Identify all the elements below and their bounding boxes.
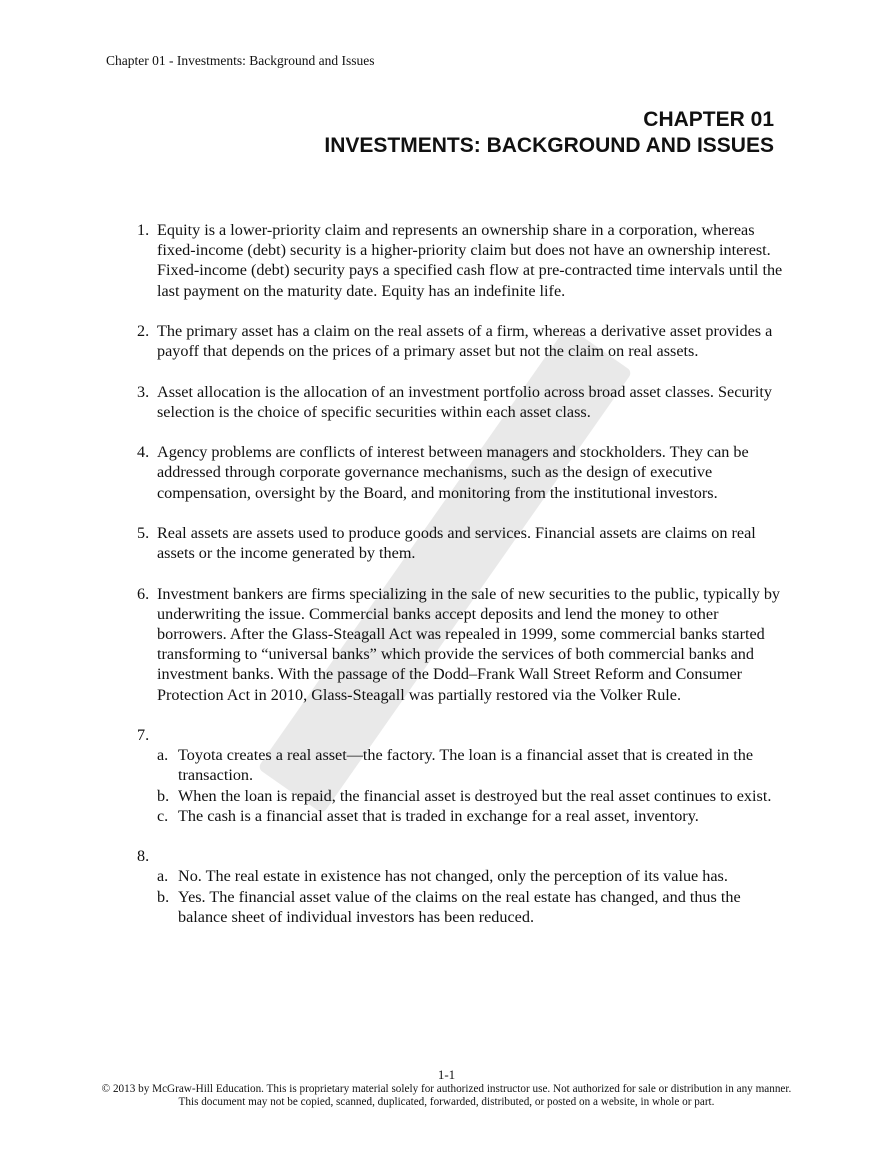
sub-answer-list — [157, 866, 787, 927]
answer-item — [137, 523, 787, 563]
sub-answer — [157, 806, 787, 826]
answer-text: Investment bankers are firms specializing in the sale of new securities to the public, typically by underwriting the issue. Commercial banks accept deposits and lend the money to other borrowers. After the Glass-Steagall Act was repealed in 1999, some commercial banks started transforming to “universal banks” which provide the services of both commercial banks and investment banks. With the passage of the Dodd–Frank Wall Street Reform and Consumer Protection Act in 2010, Glass-Steagall was partially restored via the Volker Rule. — [157, 584, 781, 704]
answer-number: 4. — [137, 443, 150, 462]
answer-text: Equity is a lower-priority claim and represents an ownership share in a corporation, whereas fixed-income (debt) security is a higher-priority claim but does not have an ownership interest. Fixed-income (debt) security pays a specified cash flow at pre-contracted time intervals until the last payment on the maturity date. Equity has an indefinite life. — [157, 221, 783, 300]
answer-text: Asset allocation is the allocation of an investment portfolio across broad asset classes. Security selection is the choice of specific securities within each asset class. — [157, 382, 772, 421]
chapter-number: CHAPTER 01 — [643, 108, 774, 131]
answer-text: Real assets are assets used to produce goods and services. Financial assets are claims on real assets or the income generated by them. — [157, 523, 756, 563]
answer-number: 8. — [137, 847, 150, 866]
sub-answer-text: Yes. The financial asset value of the claims on the real estate has changed, and thus the balance sheet of individual investors has been reduced. — [178, 887, 741, 926]
answer-text: Agency problems are conflicts of interest between managers and stockholders. They can be addressed through corporate governance mechanisms, such as the design of executive compensation, oversight by the Board, and monitoring from the institutional investors. — [157, 443, 749, 502]
answer-number: 7. — [137, 725, 150, 744]
sub-answer-letter: a. — [157, 746, 169, 765]
sub-answer-list — [157, 745, 787, 826]
sub-answer — [157, 887, 787, 927]
answer-number: 2. — [137, 322, 150, 340]
sub-answer-letter: b. — [157, 786, 170, 805]
answer-text: The primary asset has a claim on the real assets of a firm, whereas a derivative asset provides a payoff that depends on the prices of a primary asset but not the claim on real assets. — [157, 322, 773, 361]
answer-item — [137, 846, 787, 927]
answer-item — [137, 321, 787, 361]
answer-item — [137, 442, 787, 503]
answer-item — [137, 382, 787, 422]
answer-number: 6. — [137, 584, 150, 603]
answer-item — [137, 584, 787, 705]
page-number: 1-1 — [437, 1067, 456, 1082]
sub-answer — [157, 866, 787, 886]
chapter-title: INVESTMENTS: BACKGROUND AND ISSUES — [324, 134, 774, 157]
sub-answer-letter: a. — [157, 867, 169, 886]
answer-list — [137, 220, 787, 947]
answer-number: 3. — [137, 382, 150, 401]
running-header: Chapter 01 - Investments: Background and Issues — [106, 53, 375, 68]
sub-answer-text: No. The real estate in existence has not changed, only the perception of its value has. — [178, 867, 728, 886]
sub-answer-letter: b. — [157, 887, 170, 906]
sub-answer-text: When the loan is repaid, the financial asset is destroyed but the real asset continues to exist. — [178, 786, 772, 805]
answer-item — [137, 725, 787, 826]
chapter-heading — [324, 107, 774, 159]
sub-answer-text: The cash is a financial asset that is traded in exchange for a real asset, inventory. — [178, 806, 699, 825]
copyright-notice: © 2013 by McGraw-Hill Education. This is proprietary material solely for authorized instructor use. Not authorized for sale or distribution in any manner. This document may not be copied, scanned, duplicated, forwarded, distributed, or posted on a website, in whole or part. — [101, 1083, 792, 1108]
sub-answer — [157, 745, 787, 785]
sub-answer-text: Toyota creates a real asset—the factory. The loan is a financial asset that is created in the transaction. — [178, 746, 754, 785]
answer-number: 1. — [137, 221, 150, 239]
answer-item — [137, 220, 787, 301]
sub-answer-letter: c. — [157, 806, 169, 825]
page-footer — [100, 1068, 793, 1109]
answer-number: 5. — [137, 523, 150, 542]
sub-answer — [157, 786, 787, 806]
